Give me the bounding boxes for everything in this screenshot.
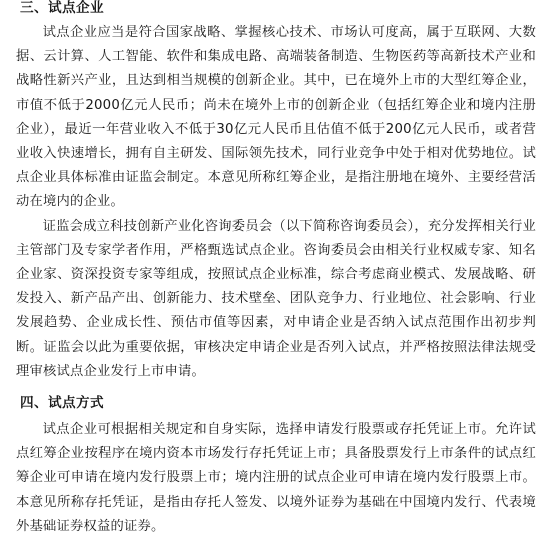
paragraph-enterprise-criteria: 试点企业应当是符合国家战略、掌握核心技术、市场认可度高，属于互联网、大数据、云计算、人工智能、软件和集成电路、高端装备制造、生物医药等高新技术产业和战略性新兴产业，且达到相当规模的创新企业。其中，已在境外上市的大型红筹企业，市值不低于2000亿元人民币；尚未在境外上市的创新企业（包括红筹企业和境内注册企业），最近一年营业收入不低于30亿元人民币且估值不低于200亿元人民币，或者营业收入快速增长，拥有自主研发、国际领先技术，同行业竞争中处于相对优势地位。试点企业具体标准由证监会制定。本意见所称红筹企业，是指注册地在境外、主要经营活动在境内的企业。 [16,25,536,210]
paragraph-advisory-committee: 证监会成立科技创新产业化咨询委员会（以下简称咨询委员会），充分发挥相关行业主管部门及专家学者作用，严格甄选试点企业。咨询委员会由相关行业权威专家、知名企业家、资深投资专家等组成，按照试点企业标准，综合考虑商业模式、发展战略、研发投入、新产品产出、创新能力、技术壁垒、团队竞争力、行业地位、社会影响、行业发展趋势、企业成长性、预估市值等因素，对申请企业是否纳入试点范围作出初步判断。证监会以此为重要依据，审核决定申请企业是否列入试点，并严格按照法律法规受理审核试点企业发行上市申请。 [16,218,536,379]
section-heading-pilot-methods: 四、试点方式 [20,395,104,412]
section-heading-pilot-enterprises: 三、试点企业 [20,0,104,16]
paragraph-issuance-methods: 试点企业可根据相关规定和自身实际，选择申请发行股票或存托凭证上市。允许试点红筹企业按程序在境内资本市场发行存托凭证上市；具备股票发行上市条件的试点红筹企业可申请在境内发行股票上市；境内注册的试点企业可申请在境内发行股票上市。本意见所称存托凭证，是指由存托人签发、以境外证券为基础在中国境内发行、代表境外基础证券权益的证券。 [16,422,536,534]
